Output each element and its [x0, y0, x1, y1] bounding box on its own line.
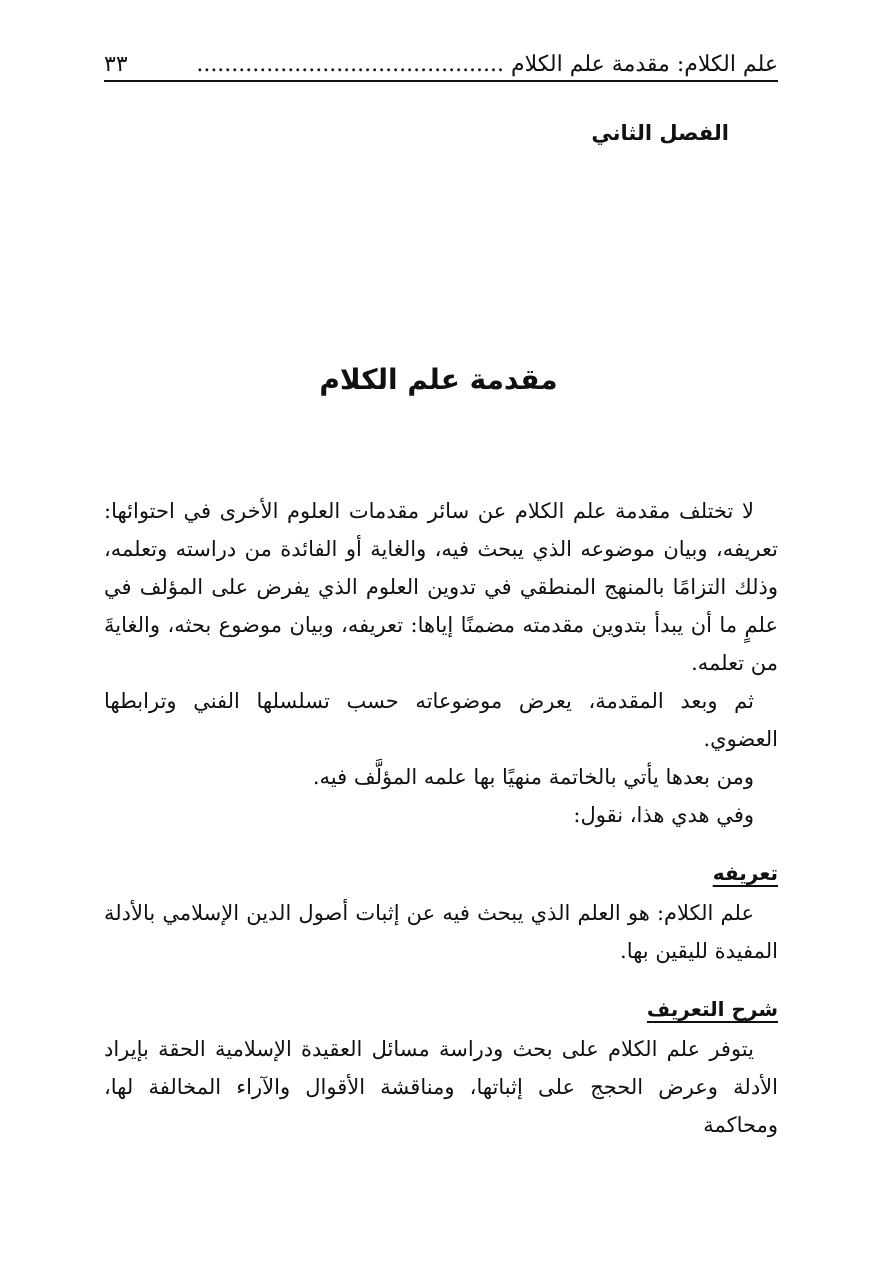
page-number: ٣٣	[104, 52, 128, 77]
section-heading-explanation: شرح التعريف	[646, 997, 778, 1021]
paragraph-conclusion: ومن بعدها يأتي بالخاتمة منهيًا بها علمه المؤلَّف فيه.	[312, 765, 754, 789]
running-title	[196, 50, 778, 80]
paragraph-transition: وفي هدي هذا، نقول:	[573, 803, 754, 827]
body-text	[104, 492, 778, 1144]
dot-leader: ............................................	[196, 52, 505, 77]
chapter-label: الفصل الثاني	[591, 121, 729, 145]
paragraph-after-intro: ثم وبعد المقدمة، يعرض موضوعاته حسب تسلسلها الفني وترابطها العضوي.	[104, 689, 778, 751]
section-heading-definition: تعريفه	[712, 861, 778, 885]
paragraph-intro: لا تختلف مقدمة علم الكلام عن سائر مقدمات العلوم الأخرى في احتوائها: تعريفه، وبيان موضوعه الذي يبحث فيه، والغاية أو الفائدة من دراسته وتعلمه، وذلك التزامًا بالمنهج المنطقي في تدوين العلوم الذي يفرض على المؤلف في علمٍ ما أن يبدأ بتدوين مقدمته مضمنًا إياها: تعريفه، وبيان موضوع بحثه، والغايةَ من تعلمه.	[104, 499, 778, 675]
paragraph-definition: علم الكلام: هو العلم الذي يبحث فيه عن إثبات أصول الدين الإسلامي بالأدلة المفيدة لليقين بها.	[104, 901, 778, 963]
paragraph-explanation: يتوفر علم الكلام على بحث ودراسة مسائل العقيدة الإسلامية الحقة بإيراد الأدلة وعرض الحجج على إثباتها، ومناقشة الأقوال والآراء المخالفة لها، ومحاكمة	[104, 1037, 778, 1137]
chapter-title: مقدمة علم الكلام	[319, 363, 558, 396]
running-header	[104, 44, 778, 82]
running-title-text: علم الكلام: مقدمة علم الكلام	[511, 52, 778, 77]
